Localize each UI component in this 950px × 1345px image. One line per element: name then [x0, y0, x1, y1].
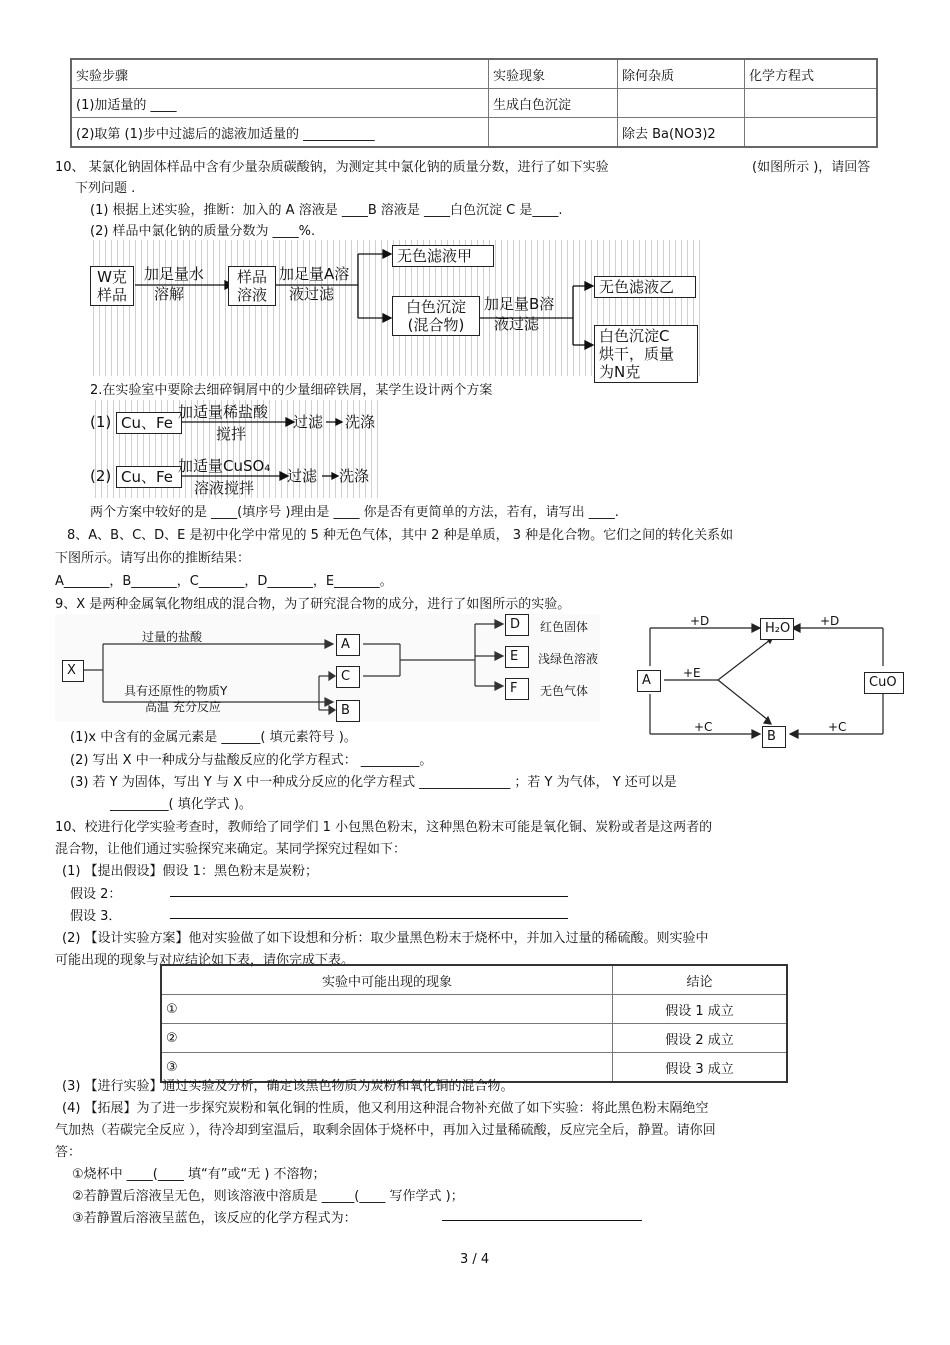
table-cell: ②: [161, 1024, 613, 1053]
question-text: 答：: [55, 1145, 82, 1160]
step-label: 加足量A溶: [279, 265, 350, 283]
step-label: 具有还原性的物质Y: [124, 684, 228, 698]
table-cell: [489, 118, 618, 148]
step-label: 过量的盐酸: [142, 630, 203, 644]
plan-number: (1): [90, 413, 112, 431]
table-header: 实验中可能出现的现象: [161, 965, 613, 995]
step-label: 高温 充分反应: [145, 700, 221, 714]
box-label: 样品: [236, 268, 267, 286]
table-cell: ①: [161, 995, 613, 1024]
e-box: E: [505, 646, 529, 668]
sample-box: [90, 266, 134, 306]
question-text: 可能出现的现象与对应结论如下表，请你完成下表。: [55, 953, 355, 968]
box-label: W克: [97, 268, 127, 286]
cycle-b-box: B: [762, 726, 786, 748]
cycle-cuo-box: CuO: [864, 672, 904, 694]
question-text: 两个方案中较好的是 ____(填序号 )理由是 ____ 你是否有更简单的方法，若有，请写出 ____.: [90, 505, 619, 520]
table-cell: ③: [161, 1053, 613, 1083]
f-box: F: [505, 678, 529, 700]
question-text: 假设 3．: [70, 909, 122, 924]
question-text: (2) 样品中氯化钠的质量分数为 ____%.: [90, 224, 316, 239]
question-text: (如图所示 )，请回答: [752, 160, 871, 175]
question-text: 下列问题 .: [75, 181, 136, 196]
answer-line: [442, 1220, 642, 1221]
step-label: 液过滤: [494, 315, 540, 333]
question-text: (4) 【拓展】为了进一步探究炭粉和氧化铜的性质，他又利用这种混合物补充做了如下实验：将此黑色粉末隔绝空: [62, 1101, 709, 1116]
table-header: 实验现象: [489, 59, 618, 89]
page-number: 3 / 4: [460, 1252, 490, 1267]
table-cell: [745, 89, 878, 118]
question-text: 8、A、B、C、D、E 是初中化学中常见的 5 种无色气体，其中 2 种是单质， 3 种是化合物。它们之间的转化关系如: [67, 528, 734, 543]
step-label: 加适量CuSO₄: [178, 457, 271, 475]
table-cell: 假设 3 成立: [613, 1053, 788, 1083]
step-label: 过滤: [287, 467, 318, 485]
question-text: (1)x 中含有的金属元素是 ______( 填元素符号 )。: [70, 730, 357, 745]
question-text: 气加热（若碳完全反应 ），待冷却到室温后，取剩余固体于烧杯中，再加入过量稀硫酸，反应完全后，静置。请你回: [55, 1123, 716, 1138]
step-label: 加适量稀盐酸: [178, 403, 269, 421]
question-text: 混合物，让他们通过实验探究来确定。某同学探究过程如下：: [55, 842, 407, 857]
box-label: 烘干，质量: [599, 345, 675, 363]
step-label: 加足量B溶: [484, 295, 555, 313]
question-text: 10、 某氯化钠固体样品中含有少量杂质碳酸钠，为测定其中氯化钠的质量分数，进行了如下实验: [55, 160, 609, 175]
table-cell: [618, 89, 745, 118]
table-cell: (2)取第 (1)步中过滤后的滤液加适量的 ___________: [71, 118, 489, 148]
step-label: 溶解: [154, 285, 185, 303]
question-text: ③若静置后溶液呈蓝色，该反应的化学方程式为：: [72, 1211, 357, 1226]
question-text: 假设 2：: [70, 887, 122, 902]
question-text: (1) 【提出假设】假设 1：黑色粉末是炭粉；: [62, 864, 318, 879]
table-cell: [745, 118, 878, 148]
table-cell: 假设 1 成立: [613, 995, 788, 1024]
b-box: B: [336, 700, 360, 722]
question-text: 2.在实验室中要除去细碎铜屑中的少量细碎铁屑，某学生设计两个方案: [90, 383, 493, 398]
box-label: 溶液: [236, 286, 267, 304]
filtrate-a-box: 无色滤液甲: [392, 245, 494, 267]
step-label: 过滤: [293, 413, 324, 431]
step-label: 溶液搅拌: [194, 479, 255, 497]
reaction-label: +D: [820, 614, 840, 628]
cycle-h2o-box: H₂O: [760, 618, 794, 640]
table-cell: (1)加适量的 ____: [71, 89, 489, 118]
plan1-box: Cu、Fe: [116, 412, 182, 434]
result-label: 无色气体: [540, 684, 589, 698]
plan-number: (2): [90, 467, 112, 485]
answer-line: [170, 896, 568, 897]
box-label: 白色沉淀C: [599, 327, 670, 345]
box-label: (混合物): [407, 316, 465, 334]
reaction-label: +C: [828, 720, 847, 734]
result-label: 红色固体: [540, 620, 589, 634]
question-text: 下图所示。请写出你的推断结果：: [55, 551, 251, 566]
c-box: C: [336, 666, 360, 688]
reaction-label: +C: [694, 720, 713, 734]
table-header: 结论: [613, 965, 788, 995]
question-text: (1) 根据上述实验，推断：加入的 A 溶液是 ____B 溶液是 ____白色沉淀 C 是____.: [90, 203, 563, 218]
step-label: 搅拌: [216, 425, 247, 443]
step-label: 加足量水: [144, 265, 205, 283]
table-header: 实验步骤: [71, 59, 489, 89]
step-label: 洗涤: [345, 413, 376, 431]
hypothesis-table: [160, 964, 788, 1083]
solution-box: [228, 266, 276, 306]
x-box: X: [62, 660, 84, 682]
cycle-a-box: A: [637, 670, 661, 692]
question-text: A_______，B_______，C_______，D_______，E_______。: [55, 574, 393, 589]
question-text: _________( 填化学式 )。: [110, 797, 252, 812]
precipitate-box: [392, 296, 480, 336]
answer-line: [170, 918, 568, 919]
step-label: 洗涤: [339, 467, 370, 485]
box-label: 白色沉淀: [405, 298, 466, 316]
question-text: 10、校进行化学实验考查时，教师给了同学们 1 小包黑色粉末，这种黑色粉末可能是氧化铜、炭粉或者是这两者的: [55, 820, 713, 835]
plan2-box: Cu、Fe: [116, 466, 182, 488]
question-text: ②若静置后溶液呈无色，则该溶液中溶质是 _____(____ 写作学式 )；: [72, 1189, 464, 1204]
step-label: 液过滤: [289, 285, 335, 303]
table-header: 化学方程式: [745, 59, 878, 89]
d-box: D: [505, 614, 529, 636]
question-text: ①烧杯中 ____(____ 填“有”或“无 ) 不溶物；: [72, 1167, 326, 1182]
table-cell: 生成白色沉淀: [489, 89, 618, 118]
question-text: (3) 若 Y 为固体，写出 Y 与 X 中一种成分反应的化学方程式 ______________ ；若 Y 为气体， Y 还可以是: [70, 775, 677, 790]
box-label: 为N克: [599, 363, 641, 381]
filtrate-b-box: 无色滤液乙: [594, 276, 696, 298]
reaction-label: +D: [690, 614, 710, 628]
question-text: (2) 写出 X 中一种成分与盐酸反应的化学方程式： _________。: [70, 753, 433, 768]
impurity-table: [70, 58, 878, 148]
question-text: (3) 【进行实验】通过实验及分析，确定该黑色物质为炭粉和氧化铜的混合物。: [62, 1079, 514, 1094]
precipitate-c-box: [594, 325, 698, 383]
table-cell: 除去 Ba(NO3)2: [618, 118, 745, 148]
reaction-label: +E: [683, 666, 701, 680]
result-label: 浅绿色溶液: [538, 652, 599, 666]
box-label: 样品: [96, 286, 127, 304]
table-cell: 假设 2 成立: [613, 1024, 788, 1053]
table-header: 除何杂质: [618, 59, 745, 89]
question-text: 9、X 是两种金属氧化物组成的混合物，为了研究混合物的成分，进行了如图所示的实验。: [55, 597, 571, 612]
question-text: (2) 【设计实验方案】他对实验做了如下设想和分析：取少量黑色粉末于烧杯中，并加入过量的稀硫酸。则实验中: [62, 931, 709, 946]
a-box: A: [336, 634, 360, 656]
